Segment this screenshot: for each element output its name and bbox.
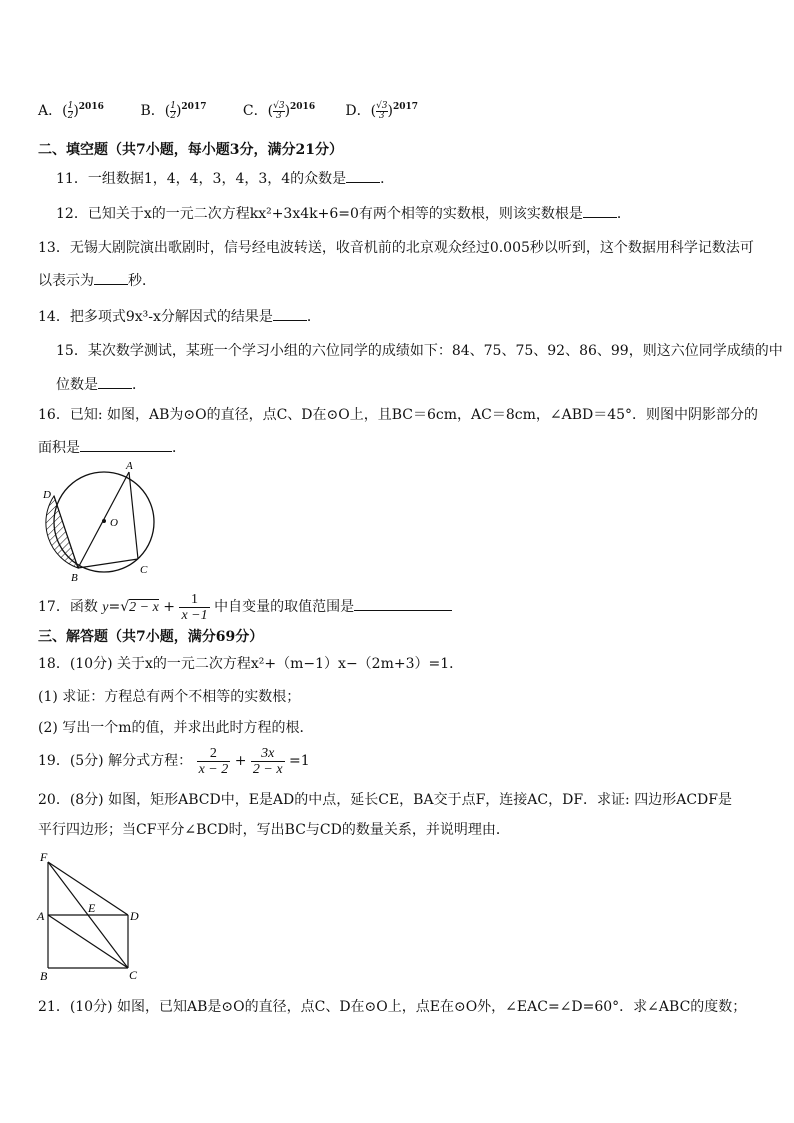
question-18-part-2: (2) 写出一个m的值，并求出此时方程的根． xyxy=(38,720,314,736)
question-16-line-2: 面积是 ． xyxy=(38,437,186,457)
label-o: O xyxy=(110,517,118,529)
center-point xyxy=(102,519,106,523)
question-20-line-2: 平行四边形；当CF平分∠BCD时，写出BC与CD的数量关系，并说明理由． xyxy=(38,822,510,838)
label-a: A xyxy=(126,460,133,472)
options-row xyxy=(38,98,443,121)
label-b: B xyxy=(40,969,48,983)
label-d: D xyxy=(43,489,51,501)
segment-bc xyxy=(78,559,138,568)
label-f: F xyxy=(40,850,48,864)
section-3-heading: 三、解答题（共7小题，满分69分） xyxy=(38,629,264,645)
figure-16-circle-diagram xyxy=(40,458,160,584)
question-20-line-1: 20．(8分) 如图，矩形ABCD中，E是AD的中点，延长CE，BA交于点F，连接AC，DF．求证: 四边形ACDF是 xyxy=(38,792,732,808)
label-d: D xyxy=(130,909,139,923)
label-e: E xyxy=(88,901,96,915)
question-13-line-2: 以表示为 秒． xyxy=(38,270,156,290)
question-11: 11．一组数据1，4，4，3，4，3，4的众数是 ． xyxy=(56,168,394,188)
question-16-line-1: 16．已知: 如图，AB为⊙O的直径，点C、D在⊙O上，且BC＝6cm，AC＝8cm，∠ABD＝45°．则图中阴影部分的 xyxy=(38,407,759,423)
option-d: D．( $\frac{√3}{3}$ )$^{2017}$ xyxy=(345,100,419,121)
question-14: 14．把多项式9x³-x分解因式的结果是 ． xyxy=(38,306,321,326)
section-2-heading: 二、填空题（共7小题，每小题3分，满分21分） xyxy=(38,142,343,158)
question-19: 19．(5分) 解分式方程： $\frac{2}{x - 2}$ + $\frac{3x}{2 - x}$ =1 xyxy=(38,745,310,777)
option-c: C．( $\frac{√3}{3}$ )$^{2016}$ xyxy=(242,100,316,121)
segment-ac xyxy=(129,472,138,559)
label-c: C xyxy=(129,968,138,982)
label-c: C xyxy=(140,564,148,576)
question-15-line-2: 位数是 ． xyxy=(56,374,146,394)
question-15-line-1: 15．某次数学测试，某班一个学习小组的六位同学的成绩如下：84、75、75、92、86、99，则这六位同学成绩的中 xyxy=(56,343,783,359)
question-21: 21．(10分) 如图，已知AB是⊙O的直径，点C、D在⊙O上，点E在⊙O外，∠EAC=∠D=60°．求∠ABC的度数； xyxy=(38,999,747,1015)
shaded-segment xyxy=(46,496,78,568)
option-b: B．( $\frac{1}{2}$ )$^{2017}$ xyxy=(140,100,207,121)
question-17: 17．函数 y=√2 − x + $\frac{1}{x -1}$ 中自变量的取值范围是 xyxy=(38,590,452,625)
question-18-part-1: (1) 求证：方程总有两个不相等的实数根； xyxy=(38,689,301,705)
question-13-line-1: 13．无锡大剧院演出歌剧时，信号经电波转送，收音机前的北京观众经过0.005秒以听到，这个数据用科学记数法可 xyxy=(38,240,754,256)
segment-ac xyxy=(48,915,128,968)
label-b: B xyxy=(71,572,78,584)
question-18: 18．(10分) 关于x的一元二次方程x²+（m−1）x−（2m+3）=1． xyxy=(38,656,464,672)
option-a: A．( $\frac{1}{2}$ )$^{2016}$ xyxy=(38,100,104,121)
figure-20-rectangle-diagram xyxy=(34,848,144,984)
question-12: 12．已知关于x的一元二次方程kx²+3x4k+6=0有两个相等的实数根，则该实数根是 ． xyxy=(56,203,631,223)
label-a: A xyxy=(37,909,45,923)
